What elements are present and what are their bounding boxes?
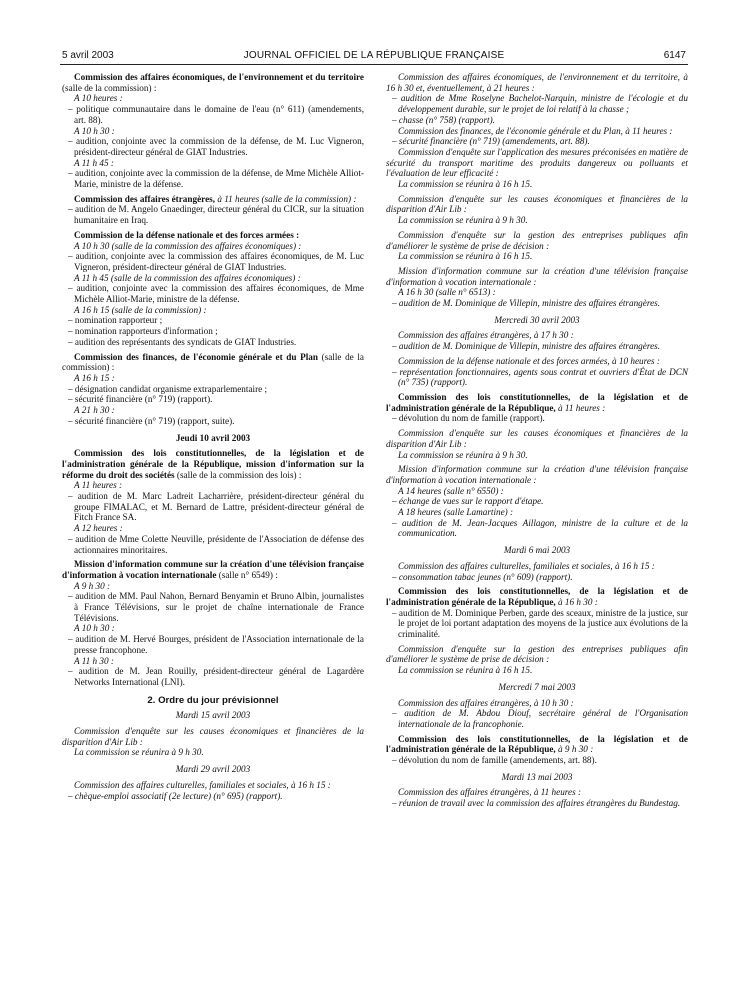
agenda-item: – audition de M. Hervé Bourges, président de l'Association internationale de la presse francophone. bbox=[68, 634, 364, 655]
time-line: A 10 h 30 : bbox=[74, 125, 115, 136]
section-heading: 2. Ordre du jour prévisionnel bbox=[147, 694, 279, 706]
agenda-item: – nomination rapporteurs d'information ; bbox=[68, 326, 218, 337]
committee-line: Commission de la défense nationale et des forces armées, à 10 heures : bbox=[398, 355, 660, 366]
agenda-item: – audition de M. Marc Ladreit Lacharrière, président-directeur général du groupe FIMALAC, et M. Bernard de Lattre, président-directeur général de Fitch France SA. bbox=[68, 491, 364, 523]
agenda-item: – audition de MM. Paul Nahon, Bernard Benyamin et Bruno Albin, journalistes à France Télévisions, sur le projet de chaîne internationale de France Télévisions. bbox=[68, 591, 364, 623]
agenda-item: – politique communautaire dans le domaine de l'eau (n° 611) (amendements, art. 88). bbox=[68, 104, 364, 125]
agenda-item: – audition, conjointe avec la commission de la défense, de Mme Michèle Alliot-Marie, ministre de la défense. bbox=[68, 168, 364, 190]
meeting-note: La commission se réunira à 9 h 30. bbox=[74, 747, 204, 758]
time-line: A 14 heures (salle n° 6550) : bbox=[398, 485, 504, 496]
agenda-item: – audition de M. Dominique Perben, garde des sceaux, ministre de la justice, sur le projet de loi portant adaptation des moyens de la justice aux évolutions de la criminalité. bbox=[392, 607, 688, 640]
agenda-item: – audition de M. Jean-Jacques Aillagon, ministre de la culture et de la communication. bbox=[392, 517, 688, 539]
committee-line: Commission des affaires économiques, de l'environnement et du territoire, à 16 h 30 et, éventuellement, à 21 heures : bbox=[386, 72, 688, 93]
committee-line: Mission d'information commune sur la création d'une télévision française d'information à vocation internationale : bbox=[386, 464, 688, 485]
agenda-item: – audition de M. Dominique de Villepin, ministre des affaires étrangères. bbox=[392, 341, 661, 352]
agenda-item: – nomination rapporteur ; bbox=[68, 315, 163, 326]
right-column bbox=[386, 72, 688, 809]
committee-heading: Commission des lois constitutionnelles, de la législation et de l'administration générale de la République, à 16 h 30 : bbox=[386, 586, 688, 607]
header-rule bbox=[60, 64, 688, 65]
time-line: A 16 h 15 : bbox=[74, 372, 115, 383]
header-date: 5 avril 2003 bbox=[62, 50, 114, 61]
meeting-note: La commission se réunira à 16 h 15. bbox=[398, 665, 533, 676]
time-line: A 11 h 30 : bbox=[74, 655, 114, 666]
committee-heading: Commission des lois constitutionnelles, de la législation et de l'administration générale de la République, à 9 h 30 : bbox=[386, 733, 688, 755]
committee-line: Commission d'enquête sur les causes économiques et financières de la disparition d'Air Lib : bbox=[386, 428, 688, 449]
time-line: A 11 h 45 : bbox=[74, 157, 114, 168]
agenda-item: – audition de M. Jean Rouilly, président-directeur général de Lagardère Networks International (LNI). bbox=[68, 666, 364, 687]
time-line: A 16 h 15 (salle de la commission) : bbox=[74, 304, 207, 315]
committee-heading: Commission des finances, de l'économie générale et du Plan (salle de la commission) : bbox=[62, 351, 364, 373]
agenda-item: – audition, conjointe avec la commission des affaires économiques, de M. Luc Vigneron, président-directeur général de GIAT Industries. bbox=[68, 251, 364, 272]
header-title: JOURNAL OFFICIEL DE LA RÉPUBLIQUE FRANÇAISE bbox=[243, 50, 505, 61]
date-heading: Mercredi 7 mai 2003 bbox=[498, 681, 576, 692]
committee-line: Commission d'enquête sur la gestion des entreprises publiques afin d'améliorer le système de prise de décision : bbox=[386, 643, 688, 665]
agenda-item: – audition, conjointe avec la commission des affaires économiques, de Mme Michèle Alliot-Marie, ministre de la défense. bbox=[68, 283, 364, 305]
time-line: A 12 heures : bbox=[74, 523, 123, 534]
date-heading: Mardi 13 mai 2003 bbox=[501, 771, 573, 782]
committee-line: Commission des affaires étrangères, à 10 h 30 : bbox=[398, 697, 574, 708]
committee-line: Mission d'information commune sur la création d'une télévision française d'information à vocation internationale : bbox=[386, 265, 688, 287]
meeting-note: La commission se réunira à 9 h 30. bbox=[398, 449, 528, 460]
date-heading: Jeudi 10 avril 2003 bbox=[175, 432, 251, 443]
time-line: A 10 h 30 (salle de la commission des affaires économiques) : bbox=[74, 240, 302, 251]
agenda-item: – réunion de travail avec la commission des affaires étrangères du Bundestag. bbox=[392, 798, 681, 809]
time-line: A 10 h 30 : bbox=[74, 623, 115, 634]
date-heading: Mardi 29 avril 2003 bbox=[175, 764, 251, 775]
committee-heading: Commission des lois constitutionnelles, de la législation et de l'administration générale de la République, mission d'information sur la réforme du droit des sociétés (salle de la commission des lois) : bbox=[62, 448, 364, 480]
date-heading: Mardi 15 avril 2003 bbox=[175, 710, 251, 721]
agenda-item: – chasse (n° 758) (rapport). bbox=[392, 114, 495, 125]
time-line: A 11 h 45 (salle de la commission des affaires économiques) : bbox=[74, 272, 301, 283]
time-line: A 21 h 30 : bbox=[74, 405, 115, 416]
agenda-item: – audition de Mme Roselyne Bachelot-Narquin, ministre de l'écologie et du développement durable, sur le projet de loi relatif à la chasse ; bbox=[392, 93, 688, 115]
committee-heading: Commission des lois constitutionnelles, de la législation et de l'administration générale de la République, à 11 heures : bbox=[386, 391, 688, 413]
agenda-item: – audition de M. Angelo Gnaedinger, directeur général du CICR, sur la situation humanitaire en Iraq. bbox=[68, 204, 364, 226]
committee-line: Commission des finances, de l'économie générale et du Plan, à 11 heures : bbox=[398, 125, 673, 136]
committee-line: Commission des affaires culturelles, familiales et sociales, à 16 h 15 : bbox=[398, 560, 655, 571]
committee-line: Commission des affaires étrangères, à 17 h 30 : bbox=[398, 330, 574, 341]
agenda-item: – sécurité financière (n° 719) (amendements, art. 88). bbox=[392, 136, 590, 147]
time-line: A 11 heures : bbox=[74, 480, 123, 491]
time-line: A 16 h 30 (salle n° 6513) : bbox=[398, 287, 496, 298]
agenda-item: – sécurité financière (n° 719) (rapport). bbox=[68, 394, 213, 405]
committee-line: Commission d'enquête sur les causes économiques et financières de la disparition d'Air Lib : bbox=[386, 193, 688, 215]
committee-line: Commission d'enquête sur la gestion des entreprises publiques afin d'améliorer le système de prise de décision : bbox=[386, 229, 688, 251]
agenda-item: – sécurité financière (n° 719) (rapport, suite). bbox=[68, 415, 235, 426]
time-line: A 9 h 30 : bbox=[74, 580, 111, 591]
agenda-item: – dévolution du nom de famille (amendements, art. 88). bbox=[392, 755, 597, 766]
date-heading: Mardi 6 mai 2003 bbox=[503, 545, 571, 556]
agenda-item: – audition de M. Dominique de Villepin, ministre des affaires étrangères. bbox=[392, 298, 661, 309]
committee-line: Commission des affaires étrangères, à 11 heures : bbox=[398, 787, 582, 798]
meeting-note: La commission se réunira à 16 h 15. bbox=[398, 179, 533, 190]
time-line: A 18 heures (salle Lamartine) : bbox=[398, 507, 514, 518]
meeting-note: La commission se réunira à 9 h 30. bbox=[398, 215, 528, 226]
agenda-item: – consommation tabac jeunes (n° 609) (rapport). bbox=[392, 571, 573, 582]
agenda-item: – chèque-emploi associatif (2e lecture) (n° 695) (rapport). bbox=[68, 790, 283, 801]
agenda-item: – audition des représentants des syndicats de GIAT Industries. bbox=[68, 336, 297, 347]
agenda-item: – dévolution du nom de famille (rapport). bbox=[392, 413, 545, 424]
agenda-item: – désignation candidat organisme extraparlementaire ; bbox=[68, 383, 268, 394]
agenda-item: – audition de Mme Colette Neuville, présidente de l'Association de défense des actionnaires minoritaires. bbox=[68, 533, 364, 555]
committee-heading: Mission d'information commune sur la création d'une télévision française d'information à vocation internationale (salle n° 6549) : bbox=[62, 559, 364, 580]
left-column bbox=[62, 72, 364, 801]
meeting-note: La commission se réunira à 16 h 15. bbox=[398, 251, 533, 262]
agenda-item: – représentation fonctionnaires, agents sous contrat et ouvriers d'État de DCN (n° 735) (rapport). bbox=[392, 366, 688, 388]
committee-line: Commission d'enquête sur les causes économiques et financières de la disparition d'Air Lib : bbox=[62, 726, 364, 747]
agenda-item: – audition de M. Abdou Diouf, secrétaire général de l'Organisation internationale de la francophonie. bbox=[392, 708, 688, 729]
committee-heading: Commission des affaires étrangères, à 11 heures (salle de la commission) : bbox=[74, 193, 357, 204]
committee-heading: Commission de la défense nationale et des forces armées : bbox=[74, 229, 300, 240]
agenda-item: – échange de vues sur le rapport d'étape. bbox=[392, 496, 544, 507]
page-number: 6147 bbox=[663, 50, 686, 61]
date-heading: Mercredi 30 avril 2003 bbox=[494, 314, 580, 325]
committee-line: Commission des affaires culturelles, familiales et sociales, à 16 h 15 : bbox=[74, 779, 331, 790]
agenda-item: – audition, conjointe avec la commission de la défense, de M. Luc Vigneron, président-directeur général de GIAT Industries. bbox=[68, 136, 364, 157]
committee-heading: Commission des affaires économiques, de l'environnement et du territoire (salle de la commission) : bbox=[62, 72, 364, 93]
time-line: A 10 heures : bbox=[74, 93, 123, 104]
committee-line: Commission d'enquête sur l'application des mesures préconisées en matière de sécurité du transport maritime des produits dangereux ou polluants et l'évaluation de leur efficacité : bbox=[386, 146, 688, 179]
